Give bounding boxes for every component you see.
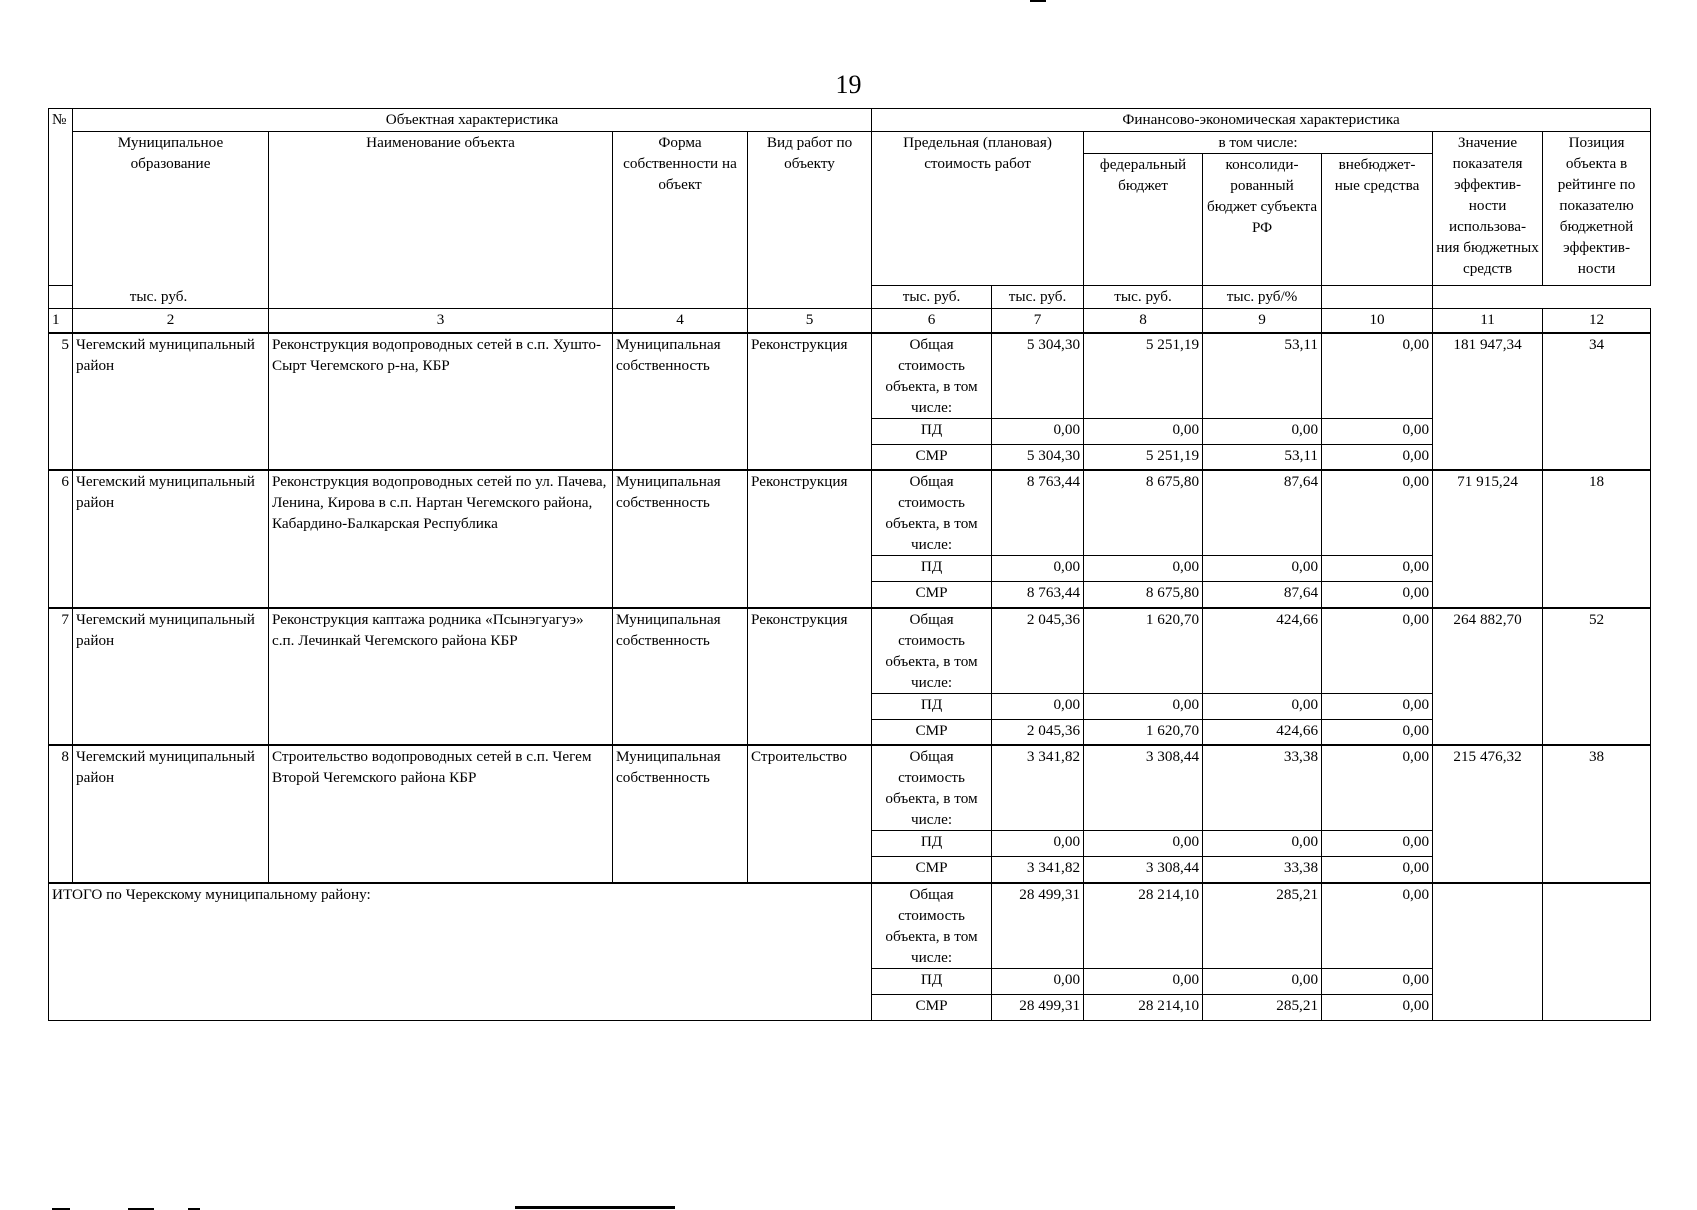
extrabudget-value: 0,00 xyxy=(1322,968,1433,994)
sub-label-smr: СМР xyxy=(872,994,992,1020)
summary-row-total xyxy=(49,883,1651,969)
header-work-type: Вид работ по объекту xyxy=(748,132,872,309)
object-name-cell: Реконструкция каптажа родника «Псынэгуагуэ» с.п. Лечинкай Чегемского района КБР xyxy=(269,608,613,746)
header-consolidated: консолиди- рованный бюджет субъекта РФ xyxy=(1203,154,1322,286)
header-federal: федеральный бюджет xyxy=(1084,154,1203,286)
sub-label-smr: СМР xyxy=(872,444,992,470)
efficiency-value: 71 915,24 xyxy=(1433,470,1543,608)
cost-value: 2 045,36 xyxy=(992,719,1084,745)
sub-label-total: Общая стоимость объекта, в том числе: xyxy=(872,883,992,969)
work-type-cell: Реконструкция xyxy=(748,608,872,746)
ownership-cell: Муниципальная собственность xyxy=(613,470,748,608)
col-number: 10 xyxy=(1322,309,1433,333)
col-number: 4 xyxy=(613,309,748,333)
extrabudget-value: 0,00 xyxy=(1322,582,1433,608)
col-number: 8 xyxy=(1084,309,1203,333)
consolidated-value: 87,64 xyxy=(1203,582,1322,608)
position-value: 34 xyxy=(1543,333,1651,471)
sub-label-total: Общая стоимость объекта, в том числе: xyxy=(872,470,992,556)
municipality-cell: Чегемский муниципальный район xyxy=(73,745,269,883)
federal-value: 28 214,10 xyxy=(1084,883,1203,969)
consolidated-value: 87,64 xyxy=(1203,470,1322,556)
top-scan-mark xyxy=(1030,0,1046,2)
consolidated-value: 33,38 xyxy=(1203,857,1322,883)
efficiency-value: 181 947,34 xyxy=(1433,333,1543,471)
project-table xyxy=(48,108,1651,1021)
cost-value: 0,00 xyxy=(992,831,1084,857)
header-row-groups xyxy=(49,109,1651,132)
efficiency-value: 215 476,32 xyxy=(1433,745,1543,883)
page-number: 19 xyxy=(835,70,862,99)
consolidated-value: 0,00 xyxy=(1203,831,1322,857)
cost-value: 0,00 xyxy=(992,968,1084,994)
federal-value: 0,00 xyxy=(1084,418,1203,444)
header-municipality: Муниципальное образование xyxy=(73,132,269,309)
header-object-group: Объектная характеристика xyxy=(73,109,872,132)
header-row-names xyxy=(49,132,1651,154)
sub-label-pd: ПД xyxy=(872,418,992,444)
header-ownership: Форма собственности на объект xyxy=(613,132,748,309)
extrabudget-value: 0,00 xyxy=(1322,831,1433,857)
extrabudget-value: 0,00 xyxy=(1322,470,1433,556)
unit-consolidated: тыс. руб. xyxy=(992,286,1084,309)
municipality-cell: Чегемский муниципальный район xyxy=(73,608,269,746)
work-type-cell: Реконструкция xyxy=(748,470,872,608)
cost-value: 28 499,31 xyxy=(992,883,1084,969)
summary-efficiency-empty xyxy=(1433,883,1543,1021)
consolidated-value: 0,00 xyxy=(1203,556,1322,582)
federal-value: 8 675,80 xyxy=(1084,470,1203,556)
federal-value: 3 308,44 xyxy=(1084,745,1203,831)
cost-value: 5 304,30 xyxy=(992,333,1084,419)
project-row-total xyxy=(49,470,1651,556)
extrabudget-value: 0,00 xyxy=(1322,745,1433,831)
consolidated-value: 285,21 xyxy=(1203,994,1322,1020)
cost-value: 3 341,82 xyxy=(992,857,1084,883)
federal-value: 0,00 xyxy=(1084,831,1203,857)
object-name-cell: Реконструкция водопроводных сетей в с.п. Хушто-Сырт Чегемского р-на, КБР xyxy=(269,333,613,471)
ownership-cell: Муниципальная собственность xyxy=(613,745,748,883)
sub-label-pd: ПД xyxy=(872,968,992,994)
federal-value: 0,00 xyxy=(1084,556,1203,582)
federal-value: 1 620,70 xyxy=(1084,608,1203,694)
col-number: 3 xyxy=(269,309,613,333)
summary-position-empty xyxy=(1543,883,1651,1021)
extrabudget-value: 0,00 xyxy=(1322,608,1433,694)
sub-label-pd: ПД xyxy=(872,831,992,857)
summary-label: ИТОГО по Черекскому муниципальному району: xyxy=(49,883,872,1021)
federal-value: 8 675,80 xyxy=(1084,582,1203,608)
column-number-row xyxy=(49,309,1651,333)
federal-value: 3 308,44 xyxy=(1084,857,1203,883)
cost-value: 8 763,44 xyxy=(992,582,1084,608)
cost-value: 2 045,36 xyxy=(992,608,1084,694)
header-limit-cost: Предельная (плановая) стоимость работ xyxy=(872,132,1084,286)
position-value: 18 xyxy=(1543,470,1651,608)
municipality-cell: Чегемский муниципальный район xyxy=(73,470,269,608)
ownership-cell: Муниципальная собственность xyxy=(613,333,748,471)
federal-value: 5 251,19 xyxy=(1084,444,1203,470)
consolidated-value: 53,11 xyxy=(1203,444,1322,470)
sub-label-smr: СМР xyxy=(872,582,992,608)
header-object-name: Наименование объекта xyxy=(269,132,613,309)
col-number: 2 xyxy=(73,309,269,333)
project-row-total xyxy=(49,333,1651,419)
object-name-cell: Строительство водопроводных сетей в с.п. Чегем Второй Чегемского района КБР xyxy=(269,745,613,883)
sub-label-total: Общая стоимость объекта, в том числе: xyxy=(872,608,992,694)
sub-label-total: Общая стоимость объекта, в том числе: xyxy=(872,745,992,831)
project-row-total xyxy=(49,745,1651,831)
header-finance-group: Финансово-экономическая характеристика xyxy=(872,109,1651,132)
sub-label-pd: ПД xyxy=(872,693,992,719)
col-number: 6 xyxy=(872,309,992,333)
position-value: 52 xyxy=(1543,608,1651,746)
col-number: 5 xyxy=(748,309,872,333)
sub-label-total: Общая стоимость объекта, в том числе: xyxy=(872,333,992,419)
cost-value: 0,00 xyxy=(992,556,1084,582)
col-number: 7 xyxy=(992,309,1084,333)
col-number: 1 xyxy=(49,309,73,333)
sub-label-pd: ПД xyxy=(872,556,992,582)
extrabudget-value: 0,00 xyxy=(1322,994,1433,1020)
header-including: в том числе: xyxy=(1084,132,1433,154)
sub-label-smr: СМР xyxy=(872,719,992,745)
unit-cost: тыс. руб. xyxy=(49,286,269,309)
project-row-total xyxy=(49,608,1651,694)
row-number: 6 xyxy=(49,470,73,608)
consolidated-value: 285,21 xyxy=(1203,883,1322,969)
sub-label-smr: СМР xyxy=(872,857,992,883)
extrabudget-value: 0,00 xyxy=(1322,333,1433,419)
cost-value: 28 499,31 xyxy=(992,994,1084,1020)
cost-value: 0,00 xyxy=(992,418,1084,444)
extrabudget-value: 0,00 xyxy=(1322,719,1433,745)
header-efficiency: Значение показателя эффектив- ности использова- ния бюджетных средств xyxy=(1433,132,1543,286)
consolidated-value: 33,38 xyxy=(1203,745,1322,831)
row-number: 8 xyxy=(49,745,73,883)
unit-extrabudget: тыс. руб. xyxy=(1084,286,1203,309)
consolidated-value: 53,11 xyxy=(1203,333,1322,419)
efficiency-value: 264 882,70 xyxy=(1433,608,1543,746)
municipality-cell: Чегемский муниципальный район xyxy=(73,333,269,471)
extrabudget-value: 0,00 xyxy=(1322,418,1433,444)
unit-position-empty xyxy=(1322,286,1433,309)
federal-value: 0,00 xyxy=(1084,693,1203,719)
extrabudget-value: 0,00 xyxy=(1322,556,1433,582)
header-extrabudget: внебюджет- ные средства xyxy=(1322,154,1433,286)
federal-value: 1 620,70 xyxy=(1084,719,1203,745)
federal-value: 28 214,10 xyxy=(1084,994,1203,1020)
object-name-cell: Реконструкция водопроводных сетей по ул. Пачева, Ленина, Кирова в с.п. Нартан Чегемского района, Кабардино-Балкарская Республика xyxy=(269,470,613,608)
work-type-cell: Реконструкция xyxy=(748,333,872,471)
footer-scan-mark xyxy=(515,1206,675,1209)
federal-value: 5 251,19 xyxy=(1084,333,1203,419)
col-number: 11 xyxy=(1433,309,1543,333)
federal-value: 0,00 xyxy=(1084,968,1203,994)
extrabudget-value: 0,00 xyxy=(1322,693,1433,719)
consolidated-value: 424,66 xyxy=(1203,608,1322,694)
cost-value: 5 304,30 xyxy=(992,444,1084,470)
ownership-cell: Муниципальная собственность xyxy=(613,608,748,746)
header-position: Позиция объекта в рейтинге по показателю бюджетной эффектив- ности xyxy=(1543,132,1651,286)
col-number: 12 xyxy=(1543,309,1651,333)
cost-value: 8 763,44 xyxy=(992,470,1084,556)
extrabudget-value: 0,00 xyxy=(1322,857,1433,883)
extrabudget-value: 0,00 xyxy=(1322,444,1433,470)
cost-value: 3 341,82 xyxy=(992,745,1084,831)
unit-efficiency: тыс. руб/% xyxy=(1203,286,1322,309)
row-number: 5 xyxy=(49,333,73,471)
row-number: 7 xyxy=(49,608,73,746)
unit-federal: тыс. руб. xyxy=(872,286,992,309)
extrabudget-value: 0,00 xyxy=(1322,883,1433,969)
work-type-cell: Строительство xyxy=(748,745,872,883)
header-no: № xyxy=(49,109,73,286)
cost-value: 0,00 xyxy=(992,693,1084,719)
consolidated-value: 0,00 xyxy=(1203,693,1322,719)
col-number: 9 xyxy=(1203,309,1322,333)
consolidated-value: 0,00 xyxy=(1203,968,1322,994)
consolidated-value: 0,00 xyxy=(1203,418,1322,444)
consolidated-value: 424,66 xyxy=(1203,719,1322,745)
position-value: 38 xyxy=(1543,745,1651,883)
